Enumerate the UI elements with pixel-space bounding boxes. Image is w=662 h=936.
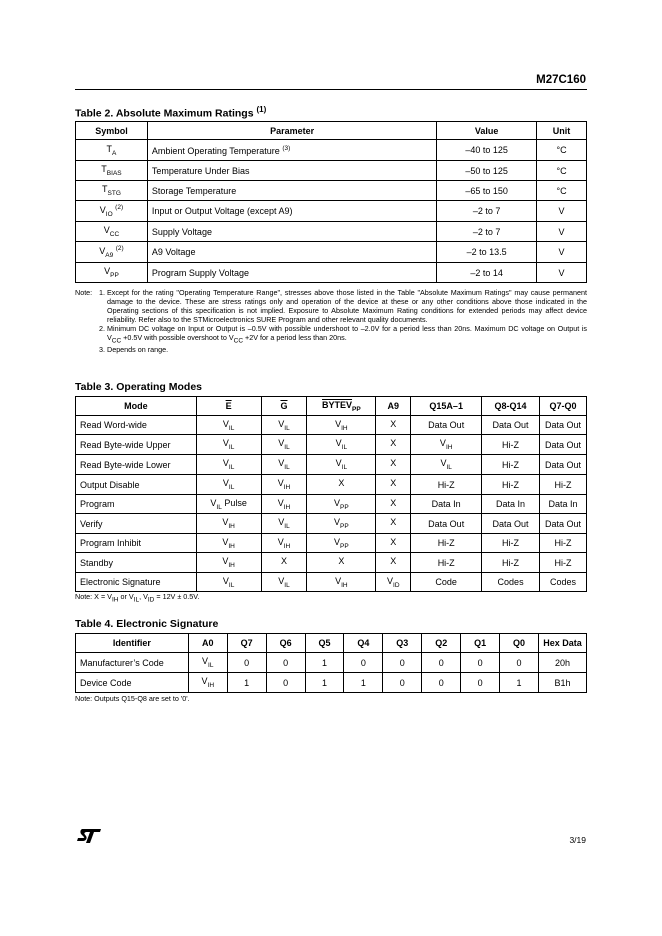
table-row: [76, 514, 587, 534]
b-cell: $V_{IL}$: [307, 435, 376, 455]
e-cell: $V_{IL}$: [196, 475, 261, 495]
col-header: $\overline{E}$: [196, 397, 261, 416]
a0-cell: $V_{IH}$: [188, 673, 227, 693]
mode-cell: Program Inhibit: [76, 534, 197, 553]
q8-cell: Data In: [482, 495, 540, 514]
table-row: $V_{CC}$ Supply Voltage –2 to 7 V: [76, 222, 587, 242]
table-row: [76, 673, 587, 693]
q8-cell: Hi-Z: [482, 435, 540, 455]
q7-cell: Codes: [540, 573, 587, 592]
identifier-cell: Manufacturer’s Code: [76, 653, 189, 673]
col-header: Q2: [422, 634, 461, 653]
a9-cell: X: [376, 435, 411, 455]
g-cell: $V_{IL}$: [261, 455, 307, 475]
g-cell: $V_{IH}$: [261, 495, 307, 514]
a9-cell: X: [376, 534, 411, 553]
q8-cell: Hi-Z: [482, 553, 540, 573]
q8-cell: Hi-Z: [482, 455, 540, 475]
hex-cell: 20h: [538, 653, 586, 673]
table4-caption: Table 4. Electronic Signature: [75, 618, 219, 630]
table-row: [76, 653, 587, 673]
q8-cell: Hi-Z: [482, 534, 540, 553]
bit-cell: 1: [227, 673, 266, 693]
electronic-signature-body: [76, 653, 587, 693]
q7-cell: Data Out: [540, 435, 587, 455]
table-row: $V_{PP}$ Program Supply Voltage –2 to 14 V: [76, 263, 587, 283]
g-cell: $V_{IL}$: [261, 514, 307, 534]
q15-cell: Data Out: [411, 514, 482, 534]
header-rule: [75, 89, 587, 90]
q15-cell: Hi-Z: [411, 553, 482, 573]
bit-cell: 0: [461, 673, 500, 693]
operating-modes-table: [75, 396, 587, 592]
g-cell: $V_{IH}$: [261, 534, 307, 553]
q15-cell: $V_{IH}$: [411, 435, 482, 455]
a9-cell: X: [376, 416, 411, 435]
col-header: $BYTEV_{PP}$: [307, 397, 376, 416]
part-number: M27C160: [536, 74, 586, 86]
bit-cell: 0: [344, 653, 383, 673]
bit-cell: 0: [266, 653, 305, 673]
mode-cell: Read Byte-wide Upper: [76, 435, 197, 455]
table-row: [76, 435, 587, 455]
absolute-max-ratings-table: [75, 121, 587, 283]
table4-note: Note: Outputs Q15-Q8 are set to '0'.: [75, 694, 190, 703]
mode-cell: Verify: [76, 514, 197, 534]
a9-cell: X: [376, 553, 411, 573]
e-cell: $V_{IL}$: [196, 416, 261, 435]
q7-cell: Data Out: [540, 514, 587, 534]
g-cell: $V_{IL}$: [261, 416, 307, 435]
e-cell: $V_{IL}$: [196, 435, 261, 455]
g-cell: $V_{IL}$: [261, 435, 307, 455]
table3-note: Note: $X = V_{IH}$ or $V_{IL}$, $V_{ID} = 12V \pm 0.5V$.: [75, 592, 200, 604]
e-cell: $V_{IH}$: [196, 553, 261, 573]
page-number: 3/19: [569, 835, 586, 845]
a9-cell: X: [376, 475, 411, 495]
table-row: $T_A$ Ambient Operating Temperature $^{(3)}$ –40 to 125 °C: [76, 140, 587, 161]
mode-cell: Output Disable: [76, 475, 197, 495]
g-cell: $V_{IH}$: [261, 475, 307, 495]
a9-cell: X: [376, 495, 411, 514]
e-cell: $V_{IH}$: [196, 514, 261, 534]
bit-cell: 0: [227, 653, 266, 673]
table-row: [76, 573, 587, 592]
col-header: Mode: [76, 397, 197, 416]
b-cell: $V_{IH}$: [307, 416, 376, 435]
q15-cell: Hi-Z: [411, 475, 482, 495]
mode-cell: Program: [76, 495, 197, 514]
table-row: [76, 455, 587, 475]
a9-cell: X: [376, 514, 411, 534]
table-row: [76, 495, 587, 514]
bit-cell: 0: [461, 653, 500, 673]
operating-modes-body: [76, 416, 587, 592]
bit-cell: 0: [422, 673, 461, 693]
e-cell: $V_{IH}$: [196, 534, 261, 553]
table2-caption: Table 2. Absolute Maximum Ratings $^{(1)}$: [75, 105, 267, 120]
q7-cell: Hi-Z: [540, 475, 587, 495]
e-cell: $V_{IL}$ Pulse: [196, 495, 261, 514]
a9-cell: X: [376, 455, 411, 475]
q15-cell: Data In: [411, 495, 482, 514]
table-row: [76, 475, 587, 495]
q7-cell: Data Out: [540, 416, 587, 435]
bit-cell: 0: [500, 653, 539, 673]
col-header: A9: [376, 397, 411, 416]
table-row: [76, 534, 587, 553]
b-cell: $V_{PP}$: [307, 495, 376, 514]
col-header: Q0: [500, 634, 539, 653]
b-cell: $V_{IL}$: [307, 455, 376, 475]
bit-cell: 0: [383, 673, 422, 693]
table-row: [76, 553, 587, 573]
col-header: A0: [188, 634, 227, 653]
q8-cell: Data Out: [482, 416, 540, 435]
col-header: Q1: [461, 634, 500, 653]
mode-cell: Read Byte-wide Lower: [76, 455, 197, 475]
q8-cell: Data Out: [482, 514, 540, 534]
bit-cell: 0: [383, 653, 422, 673]
q7-cell: Data Out: [540, 455, 587, 475]
col-header: Hex Data: [538, 634, 586, 653]
e-cell: $V_{IL}$: [196, 573, 261, 592]
st-logo-icon: [76, 828, 102, 844]
q8-cell: Hi-Z: [482, 475, 540, 495]
bit-cell: 1: [344, 673, 383, 693]
electronic-signature-table: [75, 633, 587, 693]
col-header: Unit: [537, 122, 587, 140]
bit-cell: 0: [266, 673, 305, 693]
hex-cell: B1h: [538, 673, 586, 693]
col-header: Q3: [383, 634, 422, 653]
table-row: [76, 416, 587, 435]
q8-cell: Codes: [482, 573, 540, 592]
q7-cell: Data In: [540, 495, 587, 514]
b-cell: X: [307, 553, 376, 573]
table-row: $V_{IO}$ $^{(2)}$ Input or Output Voltage (except A9) –2 to 7 V: [76, 201, 587, 222]
e-cell: $V_{IL}$: [196, 455, 261, 475]
col-header: Q15A–1: [411, 397, 482, 416]
b-cell: $V_{IH}$: [307, 573, 376, 592]
col-header: Q6: [266, 634, 305, 653]
col-header: Q5: [305, 634, 344, 653]
col-header: Q7-Q0: [540, 397, 587, 416]
col-header: Symbol: [76, 122, 148, 140]
q15-cell: Data Out: [411, 416, 482, 435]
q15-cell: Hi-Z: [411, 534, 482, 553]
g-cell: $V_{IL}$: [261, 573, 307, 592]
q7-cell: Hi-Z: [540, 534, 587, 553]
identifier-cell: Device Code: [76, 673, 189, 693]
col-header: Q8-Q14: [482, 397, 540, 416]
bit-cell: 1: [500, 673, 539, 693]
table-row: $V_{A9}$ $^{(2)}$ A9 Voltage –2 to 13.5 V: [76, 242, 587, 263]
bit-cell: 0: [422, 653, 461, 673]
q7-cell: Hi-Z: [540, 553, 587, 573]
bit-cell: 1: [305, 673, 344, 693]
col-header: Q7: [227, 634, 266, 653]
b-cell: $V_{PP}$: [307, 514, 376, 534]
b-cell: $V_{PP}$: [307, 534, 376, 553]
col-header: $\overline{G}$: [261, 397, 307, 416]
a0-cell: $V_{IL}$: [188, 653, 227, 673]
col-header: Parameter: [147, 122, 436, 140]
table-row: $T_{STG}$ Storage Temperature –65 to 150 °C: [76, 181, 587, 201]
a9-cell: $V_{ID}$: [376, 573, 411, 592]
table2-notes: Note: 1. Except for the rating "Operating Temperature Range", stresses above those listed in the Table "Absolute Maximum Ratings" may cause permanent damage to the device. These are stress ratings only and operation of the device at these or any other conditions above those indicated in the Operating sections of this specification is not implied. Exposure to Absolute Maximum Rating conditions for extended periods may affect device reliability. Refer also to the STMicroelectronics SURE Program and other relevant quality documents. 2. Minimum DC voltage on Input or Output is –0.5V with possible undershoot to –2.0V for a period less than 20ns. Maximum DC voltage on Output is $V_{CC} +0.5V$ with possible overshoot to $V_{CC} +2V$ for a period less than 20ns. 3. Depends on range.: [75, 288, 587, 355]
mode-cell: Standby: [76, 553, 197, 573]
col-header: Identifier: [76, 634, 189, 653]
mode-cell: Electronic Signature: [76, 573, 197, 592]
q15-cell: Code: [411, 573, 482, 592]
g-cell: X: [261, 553, 307, 573]
col-header: Value: [437, 122, 537, 140]
col-header: Q4: [344, 634, 383, 653]
mode-cell: Read Word-wide: [76, 416, 197, 435]
q15-cell: $V_{IL}$: [411, 455, 482, 475]
table-row: $T_{BIAS}$ Temperature Under Bias –50 to 125 °C: [76, 161, 587, 181]
bit-cell: 1: [305, 653, 344, 673]
b-cell: X: [307, 475, 376, 495]
table3-caption: Table 3. Operating Modes: [75, 381, 202, 393]
